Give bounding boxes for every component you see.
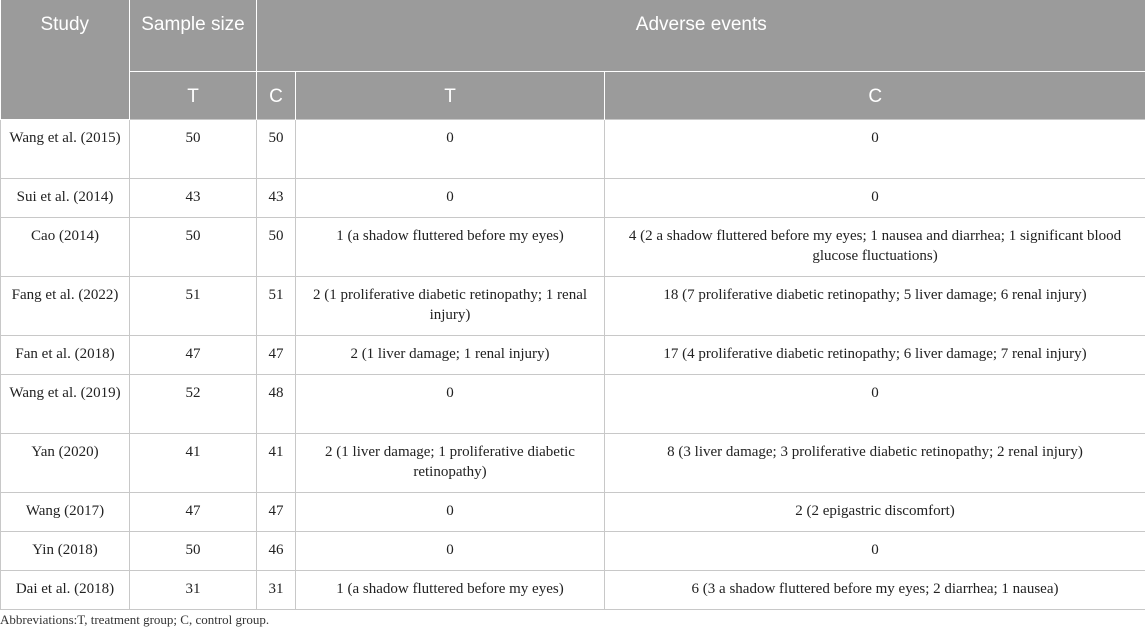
sample-c-cell: 50 xyxy=(257,119,296,178)
study-cell: Yin (2018) xyxy=(1,531,130,570)
sample-c-cell: 47 xyxy=(257,492,296,531)
study-cell: Wang (2017) xyxy=(1,492,130,531)
sample-t-cell: 52 xyxy=(130,374,257,433)
table-row xyxy=(1,570,1145,609)
study-cell: Yan (2020) xyxy=(1,433,130,492)
events-c-cell: 6 (3 a shadow fluttered before my eyes; 2 diarrhea; 1 nausea) xyxy=(605,570,1145,609)
sample-c-cell: 50 xyxy=(257,217,296,276)
events-t-cell: 0 xyxy=(296,492,605,531)
table-footnote: Abbreviations:T, treatment group; C, control group. xyxy=(0,612,270,627)
study-cell: Sui et al. (2014) xyxy=(1,178,130,217)
sample-t-cell: 50 xyxy=(130,531,257,570)
events-c-cell: 4 (2 a shadow fluttered before my eyes; 1 nausea and diarrhea; 1 significant blood glucose fluctuations) xyxy=(605,217,1145,276)
header-adverse-events: Adverse events xyxy=(257,0,1145,71)
study-cell: Fang et al. (2022) xyxy=(1,276,130,335)
table-row xyxy=(1,178,1145,217)
table-row xyxy=(1,276,1145,335)
header-sample-c: C xyxy=(257,71,296,119)
table-row xyxy=(1,433,1145,492)
sample-t-cell: 43 xyxy=(130,178,257,217)
events-t-cell: 0 xyxy=(296,531,605,570)
events-t-cell: 2 (1 liver damage; 1 proliferative diabetic retinopathy) xyxy=(296,433,605,492)
events-c-cell: 2 (2 epigastric discomfort) xyxy=(605,492,1145,531)
study-cell: Dai et al. (2018) xyxy=(1,570,130,609)
study-cell: Wang et al. (2019) xyxy=(1,374,130,433)
sample-t-cell: 31 xyxy=(130,570,257,609)
study-cell: Fan et al. (2018) xyxy=(1,335,130,374)
events-t-cell: 1 (a shadow fluttered before my eyes) xyxy=(296,570,605,609)
events-t-cell: 2 (1 proliferative diabetic retinopathy; 1 renal injury) xyxy=(296,276,605,335)
events-t-cell: 0 xyxy=(296,178,605,217)
table-row xyxy=(1,335,1145,374)
sample-c-cell: 46 xyxy=(257,531,296,570)
sample-t-cell: 41 xyxy=(130,433,257,492)
table-row xyxy=(1,531,1145,570)
sample-t-cell: 50 xyxy=(130,217,257,276)
events-t-cell: 2 (1 liver damage; 1 renal injury) xyxy=(296,335,605,374)
events-c-cell: 18 (7 proliferative diabetic retinopathy; 5 liver damage; 6 renal injury) xyxy=(605,276,1145,335)
sample-c-cell: 48 xyxy=(257,374,296,433)
sample-c-cell: 43 xyxy=(257,178,296,217)
events-t-cell: 0 xyxy=(296,119,605,178)
header-events-t: T xyxy=(296,71,605,119)
sample-t-cell: 47 xyxy=(130,335,257,374)
header-sample-t: T xyxy=(130,71,257,119)
events-c-cell: 0 xyxy=(605,178,1145,217)
events-t-cell: 1 (a shadow fluttered before my eyes) xyxy=(296,217,605,276)
table-row xyxy=(1,119,1145,178)
study-cell: Wang et al. (2015) xyxy=(1,119,130,178)
header-events-c: C xyxy=(605,71,1145,119)
events-c-cell: 0 xyxy=(605,374,1145,433)
header-sample-size: Sample size xyxy=(130,0,257,71)
table-row xyxy=(1,374,1145,433)
events-c-cell: 8 (3 liver damage; 3 proliferative diabetic retinopathy; 2 renal injury) xyxy=(605,433,1145,492)
events-c-cell: 0 xyxy=(605,119,1145,178)
table-row xyxy=(1,217,1145,276)
table-row xyxy=(1,492,1145,531)
events-t-cell: 0 xyxy=(296,374,605,433)
study-cell: Cao (2014) xyxy=(1,217,130,276)
sample-t-cell: 51 xyxy=(130,276,257,335)
sample-t-cell: 50 xyxy=(130,119,257,178)
sample-c-cell: 41 xyxy=(257,433,296,492)
sample-c-cell: 47 xyxy=(257,335,296,374)
events-c-cell: 17 (4 proliferative diabetic retinopathy; 6 liver damage; 7 renal injury) xyxy=(605,335,1145,374)
events-c-cell: 0 xyxy=(605,531,1145,570)
sample-c-cell: 31 xyxy=(257,570,296,609)
header-study: Study xyxy=(1,0,130,119)
sample-t-cell: 47 xyxy=(130,492,257,531)
sample-c-cell: 51 xyxy=(257,276,296,335)
